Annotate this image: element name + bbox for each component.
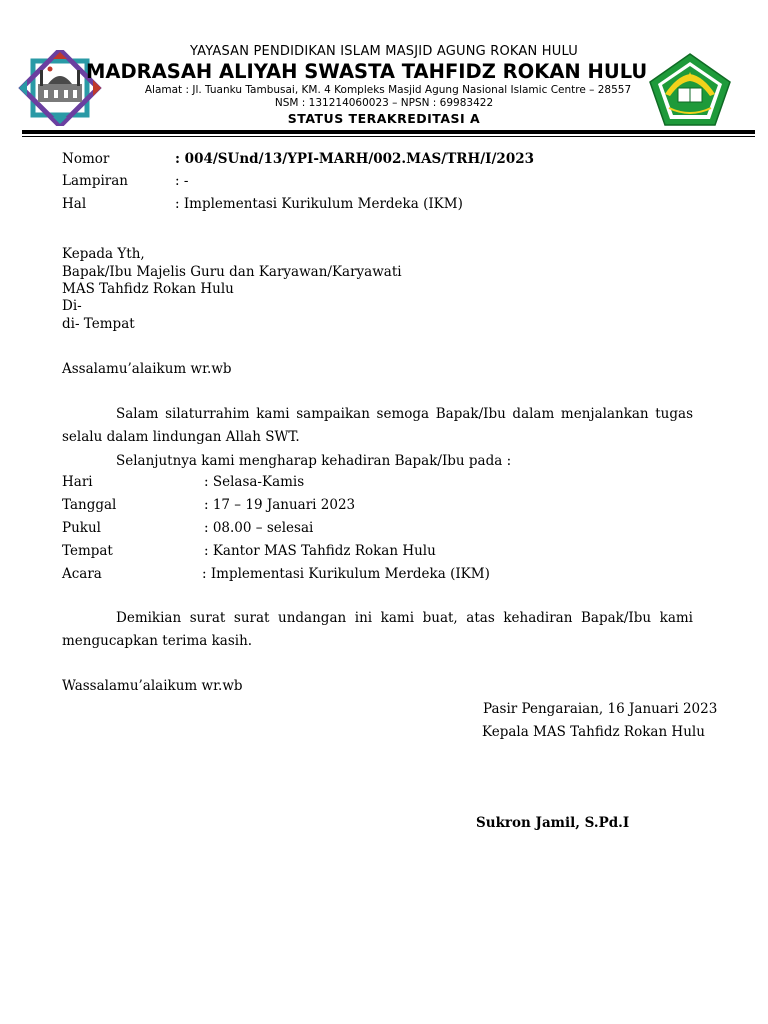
event-value-hari: : Selasa-Kamis (204, 474, 305, 490)
field-value-nomor: : 004/SUnd/13/YPI-MARH/002.MAS/TRH/I/2023 (175, 151, 534, 167)
event-value-acara: : Implementasi Kurikulum Merdeka (IKM) (202, 566, 490, 582)
letterhead-divider-thick (22, 130, 755, 134)
event-value-pukul: : 08.00 – selesai (204, 520, 314, 536)
event-label-tanggal: Tanggal (62, 497, 117, 513)
school-name: MADRASAH ALIYAH SWASTA TAHFIDZ ROKAN HULU (86, 60, 648, 83)
field-label-nomor: Nomor (62, 151, 110, 167)
event-label-hari: Hari (62, 474, 93, 490)
closing-paragraph-text: Demikian surat surat undangan ini kami buat, atas kehadiran Bapak/Ibu kami mengucapkan terima kasih. (62, 610, 693, 649)
opening-greeting: Assalamu’alaikum wr.wb (62, 361, 232, 377)
recipient-line: Di- (62, 298, 82, 314)
accreditation-status: STATUS TERAKREDITASI A (287, 111, 481, 126)
event-value-tanggal: : 17 – 19 Januari 2023 (204, 497, 356, 513)
event-label-tempat: Tempat (62, 543, 113, 559)
school-ids: NSM : 131214060023 – NPSN : 69983422 (274, 97, 494, 109)
recipient-line: MAS Tahfidz Rokan Hulu (62, 281, 234, 297)
recipient-line: Kepada Yth, (62, 246, 145, 262)
invite-intro: Selanjutnya kami mengharap kehadiran Bapak/Ibu pada : (116, 453, 512, 469)
event-value-tempat: : Kantor MAS Tahfidz Rokan Hulu (204, 543, 436, 559)
closing-greeting: Wassalamu’alaikum wr.wb (62, 678, 243, 694)
body-paragraph-1-text: Salam silaturrahim kami sampaikan semoga Bapak/Ibu dalam menjalankan tugas selalu dalam lindungan Allah SWT. (62, 406, 693, 445)
field-label-lampiran: Lampiran (62, 173, 128, 189)
recipient-line: Bapak/Ibu Majelis Guru dan Karyawan/Karyawati (62, 264, 402, 280)
school-address: Alamat : Jl. Tuanku Tambusai, KM. 4 Kompleks Masjid Agung Nasional Islamic Centre – 28557 (144, 84, 632, 96)
field-label-hal: Hal (62, 196, 87, 212)
field-value-hal: : Implementasi Kurikulum Merdeka (IKM) (175, 196, 463, 212)
event-label-acara: Acara (62, 566, 102, 582)
closing-paragraph (62, 607, 693, 653)
event-label-pukul: Pukul (62, 520, 101, 536)
foundation-name: YAYASAN PENDIDIKAN ISLAM MASJID AGUNG ROKAN HULU (190, 44, 578, 59)
signature-position: Kepala MAS Tahfidz Rokan Hulu (482, 724, 705, 740)
field-value-lampiran: : - (175, 173, 189, 189)
recipient-line: di- Tempat (62, 316, 135, 332)
signature-place-date: Pasir Pengaraian, 16 Januari 2023 (483, 701, 718, 717)
letterhead-divider-thin (22, 136, 755, 137)
body-paragraph-1 (62, 403, 693, 449)
signatory-name: Sukron Jamil, S.Pd.I (476, 815, 630, 831)
